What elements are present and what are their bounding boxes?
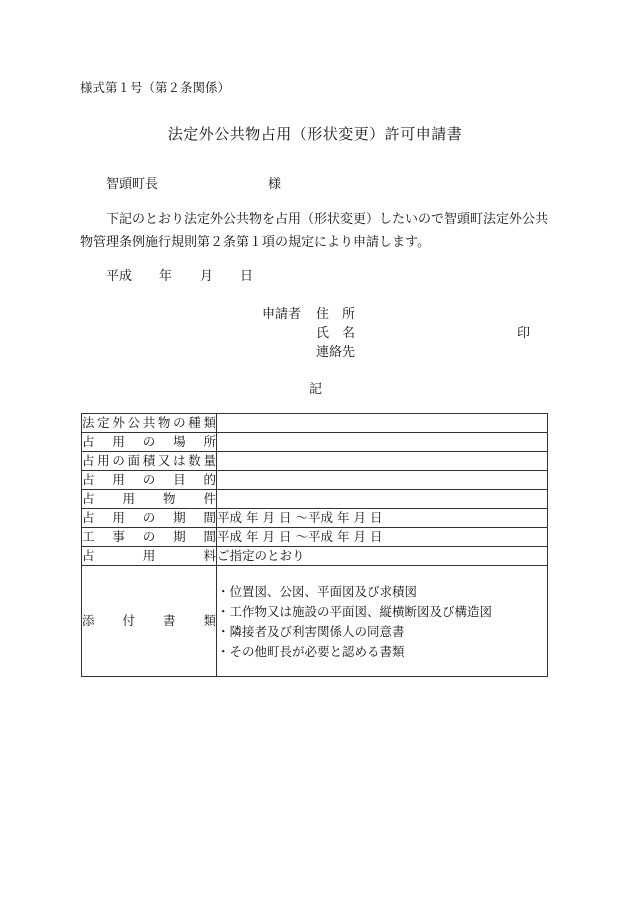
construction-period-value[interactable]	[217, 528, 548, 547]
table-row	[82, 452, 548, 471]
period-day-start: 日	[279, 529, 292, 544]
period-month-start: 月	[262, 510, 276, 525]
ki-heading: 記	[309, 382, 323, 397]
row-value[interactable]	[217, 471, 548, 490]
table-row	[82, 471, 548, 490]
period-year-start: 年	[246, 510, 259, 525]
applicant-label: 申請者	[262, 307, 302, 322]
address-label: 住所	[316, 307, 369, 322]
period-day-end: 日	[370, 510, 383, 525]
period-era-end: ～平成	[295, 510, 334, 525]
form-number: 様式第１号（第２条関係）	[80, 80, 231, 95]
date-year: 年	[159, 269, 173, 284]
row-label: 占用の期間	[82, 510, 216, 525]
row-value[interactable]	[217, 452, 548, 471]
period-month-end: 月	[353, 510, 367, 525]
period-year-start: 年	[246, 529, 259, 544]
date-month: 月	[200, 269, 214, 284]
attachments-list	[217, 566, 547, 662]
honorific: 様	[268, 177, 282, 192]
list-item: ・位置図、公図、平面図及び求積図	[217, 584, 418, 599]
period-era-start: 平成	[217, 510, 243, 525]
row-value[interactable]	[217, 433, 548, 452]
list-item: ・工作物又は施設の平面図、縦横断図及び構造図	[217, 604, 493, 619]
fee-row	[82, 547, 548, 566]
body-text: 下記のとおり法定外公共物を占用（形状変更）したいので智頭町法定外公共物管理条例施行規則第２条第１項の規定により申請します。	[80, 212, 549, 250]
application-table	[81, 413, 548, 677]
row-label: 法定外公共物の種類	[82, 415, 216, 430]
row-label: 占用の面積又は数量	[82, 453, 216, 468]
row-label: 占用の目的	[82, 472, 216, 487]
period-era-start: 平成	[217, 529, 243, 544]
addressee: 智頭町長	[106, 177, 159, 192]
list-item: ・隣接者及び利害関係人の同意書	[217, 624, 405, 639]
row-value[interactable]	[217, 414, 548, 433]
attachments-list-cell	[217, 566, 548, 677]
row-value[interactable]	[217, 490, 548, 509]
period-month-end: 月	[353, 529, 367, 544]
period-era-end: ～平成	[295, 529, 334, 544]
date-day: 日	[240, 269, 254, 284]
row-label: 工事の期間	[82, 529, 216, 544]
construction-period-row	[82, 528, 548, 547]
row-label: 添付書類	[82, 613, 216, 628]
row-label: 占用の場所	[82, 434, 216, 449]
period-month-start: 月	[262, 529, 276, 544]
period-day-start: 日	[279, 510, 292, 525]
attachments-row	[82, 566, 548, 677]
contact-label: 連絡先	[316, 345, 356, 360]
period-year-end: 年	[337, 529, 350, 544]
document-title: 法定外公共物占用（形状変更）許可申請書	[167, 125, 463, 143]
period-year-end: 年	[337, 510, 350, 525]
fee-value: ご指定のとおり	[217, 547, 548, 566]
list-item: ・その他町長が必要と認める書類	[217, 644, 405, 659]
seal-mark: 印	[517, 326, 531, 341]
occupancy-period-value[interactable]	[217, 509, 548, 528]
row-label: 占用物件	[82, 491, 216, 506]
name-label: 氏名	[316, 326, 369, 341]
date-era: 平成	[106, 269, 133, 284]
row-label: 占用料	[82, 548, 216, 563]
occupancy-period-row	[82, 509, 548, 528]
table-row	[82, 414, 548, 433]
table-row	[82, 490, 548, 509]
table-row	[82, 433, 548, 452]
period-day-end: 日	[370, 529, 383, 544]
